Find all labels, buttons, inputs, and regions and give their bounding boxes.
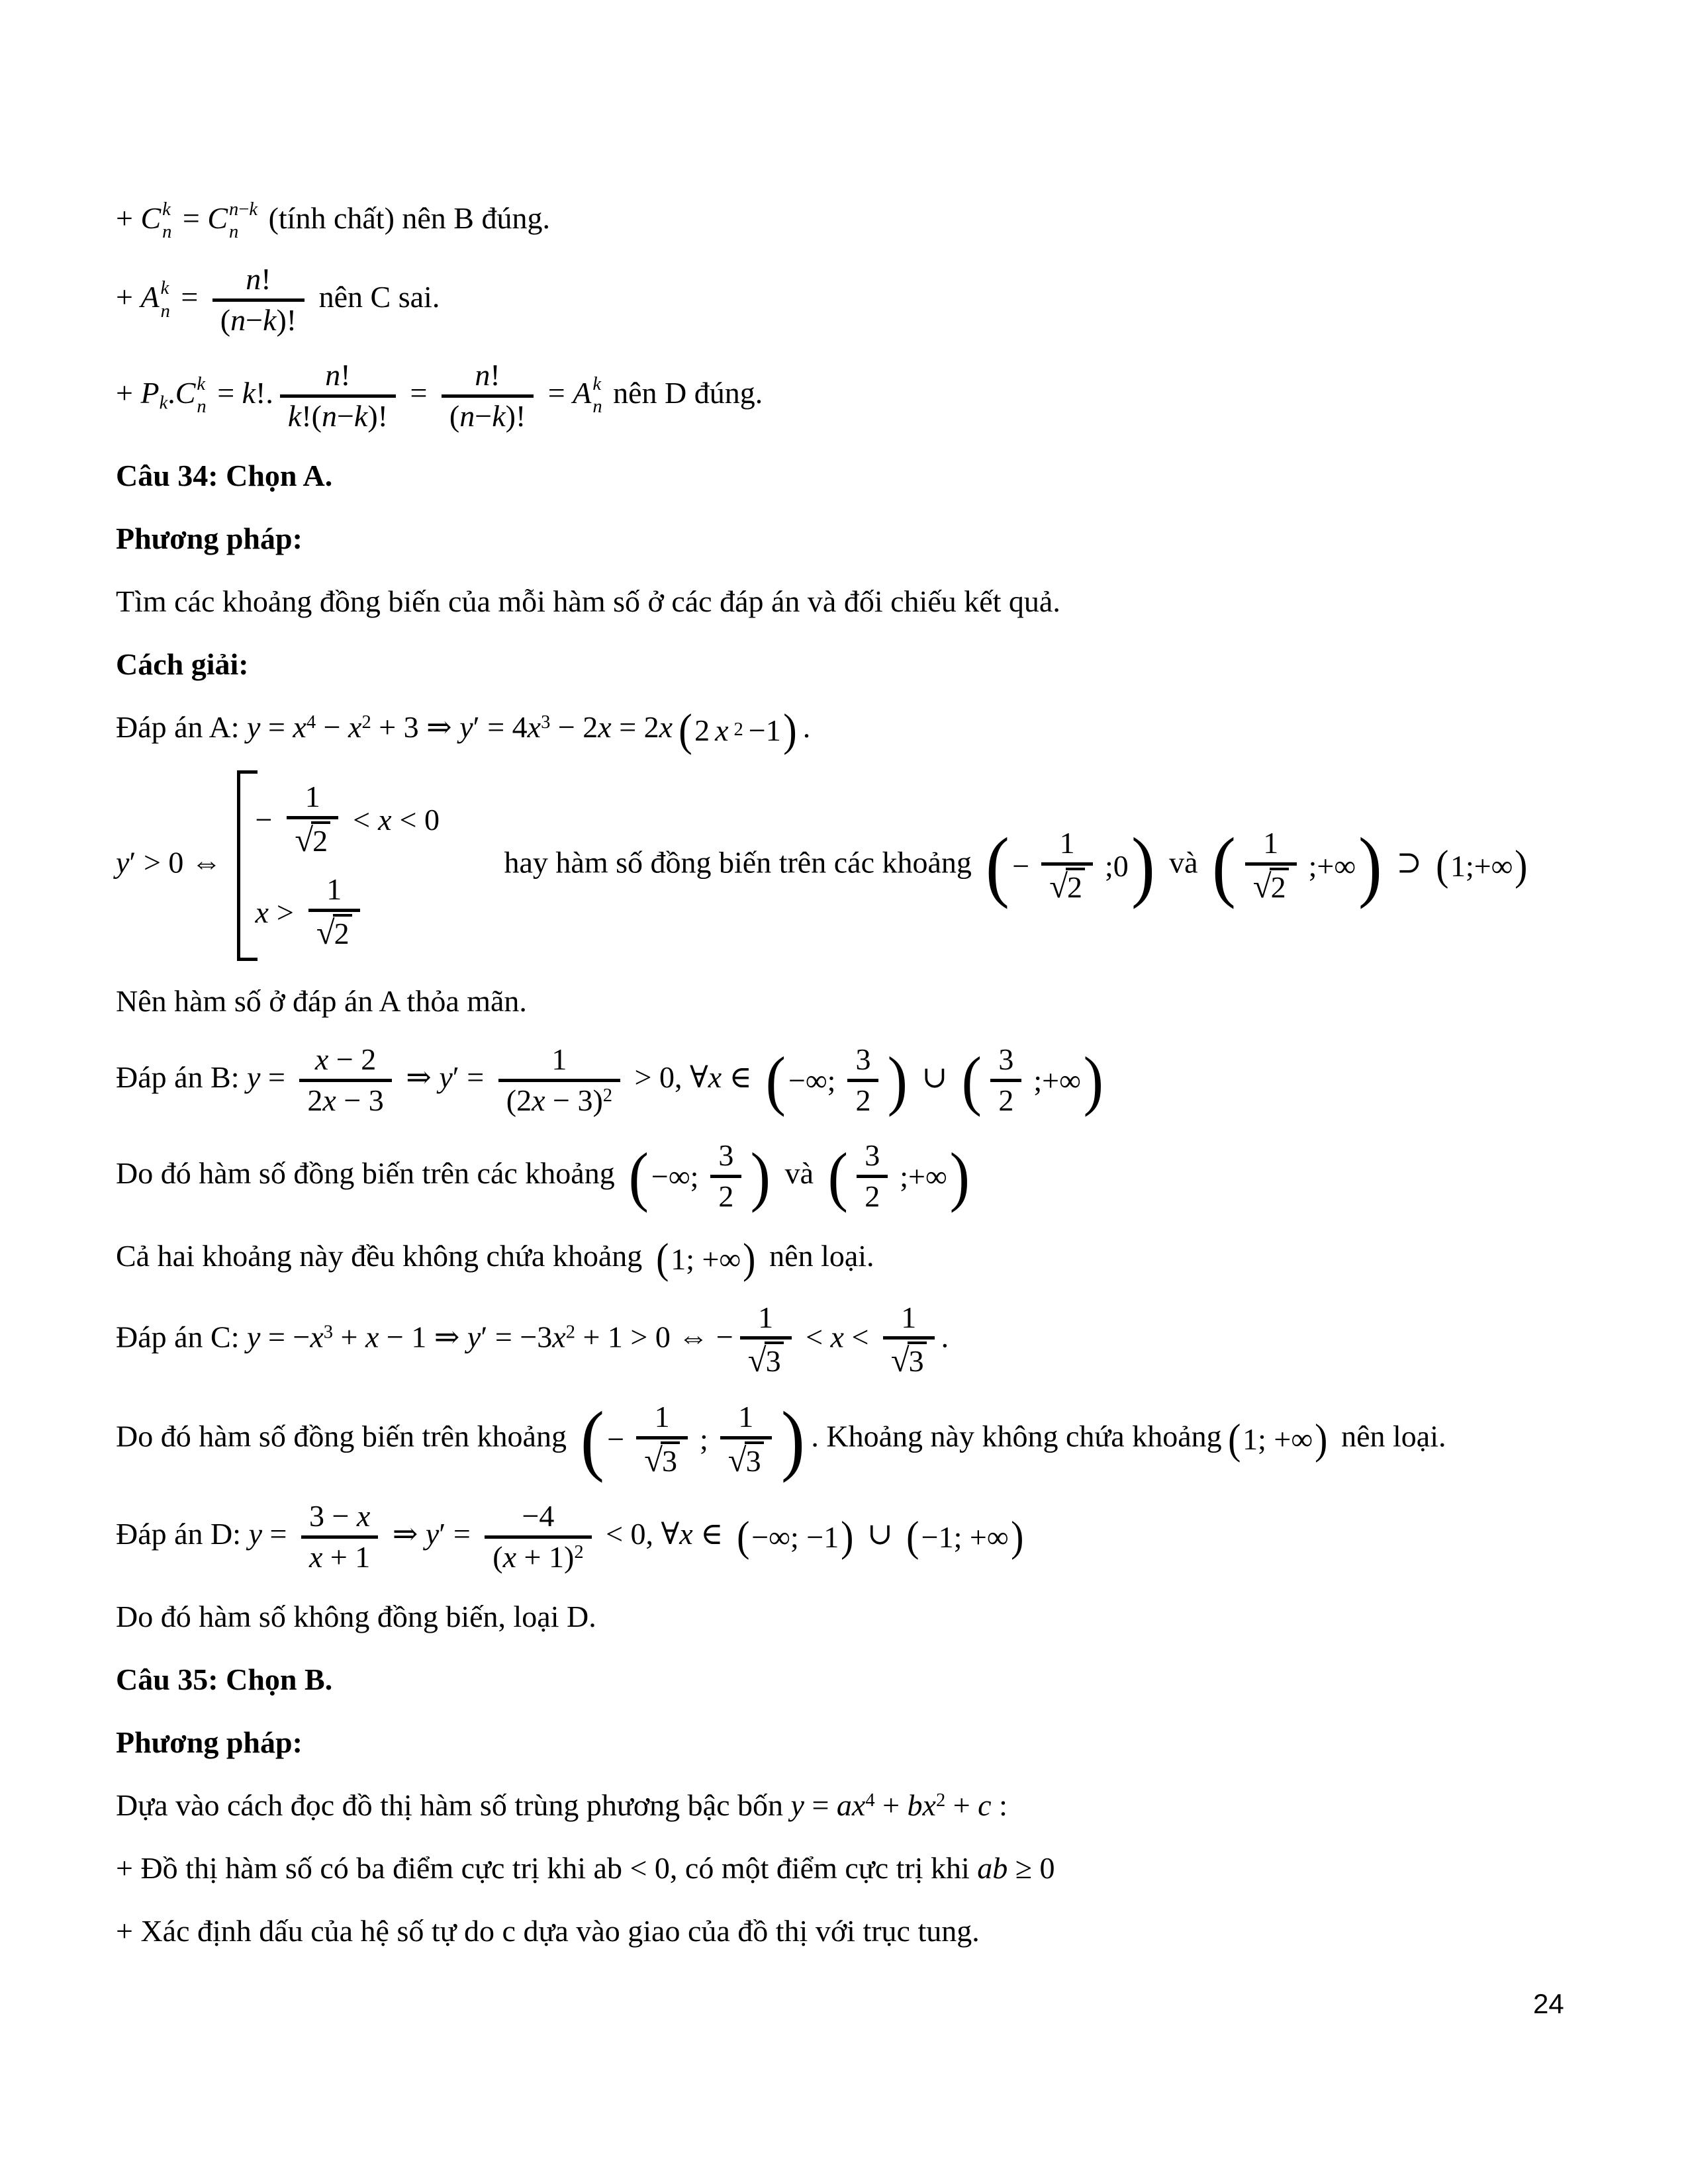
cau-35-title: Câu 35: Chọn B. <box>116 1662 333 1696</box>
cau-35-method-intro: Dựa vào cách đọc đồ thị hàm số trùng phương bậc bốn $y = ax^4 + bx^2 + c$ : <box>116 1788 1008 1822</box>
dap-an-b-formula: Đáp án B: y = $\frac{x - 2}{2x - 3}$ ⇒ y′ = $\frac{1}{(2x - 3)^2}$ > 0, ∀x ∈ ( −∞; $\frac{3}{2}$ ) ∪ ( $\frac{3}{2}$ ;+∞ ) <box>116 1041 1638 1120</box>
dap-an-d-conclusion: Do đó hàm số không đồng biến, loại D. <box>116 1599 596 1633</box>
cau-35-phuong-phap-heading: Phương pháp: <box>116 1725 303 1759</box>
dap-an-d-formula: Đáp án D: y = $\frac{3 - x}{x + 1}$ ⇒ y′ = $\frac{-4}{(x + 1)^2}$ < 0, ∀x ∈ ( −∞; −1 ) ∪ ( −1; +∞ ) <box>116 1498 1638 1576</box>
cau-34-cach-giai-heading: Cách giải: <box>116 647 249 682</box>
dap-an-b-conclusion: Cả hai khoảng này đều không chứa khoảng ( 1; +∞ ) nên loại. <box>116 1235 874 1283</box>
dap-an-a-system: y′ > 0 ⇔ − $\frac{1}{√2}$ < x < 0 x > $\frac{1}{√2}$ hay hàm số đồng biến trên các khoảng ( − $\frac{1}{√2}$ ;0 ) và ( $\frac{1}{√2}$ ;+∞ ) ⊃ ( 1;+∞ ) <box>116 770 1638 961</box>
dap-an-a-conclusion: Nên hàm số ở đáp án A thỏa mãn. <box>116 984 527 1019</box>
cau-34-phuong-phap-heading: Phương pháp: <box>116 522 303 556</box>
page-content <box>116 195 1638 1971</box>
formula-arrangement: + A k n = $\frac{n!}{(n-k)!}$ nên C sai. <box>116 261 1638 340</box>
cau-35-method-point-1: + Đồ thị hàm số có ba điểm cực trị khi ab < 0, có một điểm cực trị khi ab ≥ 0 <box>116 1850 1055 1885</box>
dap-an-c-conclusion: Do đó hàm số đồng biến trên khoảng ( − $\frac{1}{√3}$ ; $\frac{1}{√3}$ ) . Khoảng này không chứa khoảng ( 1; +∞ ) nên loại. <box>116 1394 1446 1483</box>
dap-an-a-formula: Đáp án A: $y = x^4 - x^2 + 3$ ⇒ $y' = 4x^3 - 2x = 2x$ ( 2 x 2 −1 ) . <box>116 705 811 756</box>
dap-an-c-formula: Đáp án C: $y = -x^3 + x - 1$ ⇒ $y' = -3x^2 + 1 > 0$ ⇔ − $\frac{1}{√3}$ < x < $\frac{1}{√3}$ . <box>116 1299 1638 1381</box>
formula-permutation-product: + $P_k.C$ k n = k!. $\frac{n!}{k!(n-k)!}$ = $\frac{n!}{(n-k)!}$ = A k n nên D đúng. <box>116 357 1638 435</box>
formula-combination-property: + C k n = C n−k n (tính chất) nên B đúng. <box>116 199 550 243</box>
cau-34-title: Câu 34: Chọn A. <box>116 459 333 493</box>
cau-35-method-point-2: + Xác định dấu của hệ số tự do c dựa vào giao của đồ thị với trục tung. <box>116 1913 980 1948</box>
page-number: 24 <box>1533 1988 1564 2019</box>
cau-34-method-text: Tìm các khoảng đồng biến của mỗi hàm số ở các đáp án và đối chiếu kết quả. <box>116 584 1060 619</box>
dap-an-b-intervals: Do đó hàm số đồng biến trên các khoảng ( −∞; $\frac{3}{2}$ ) và ( $\frac{3}{2}$ ;+∞ ) <box>116 1137 1638 1216</box>
